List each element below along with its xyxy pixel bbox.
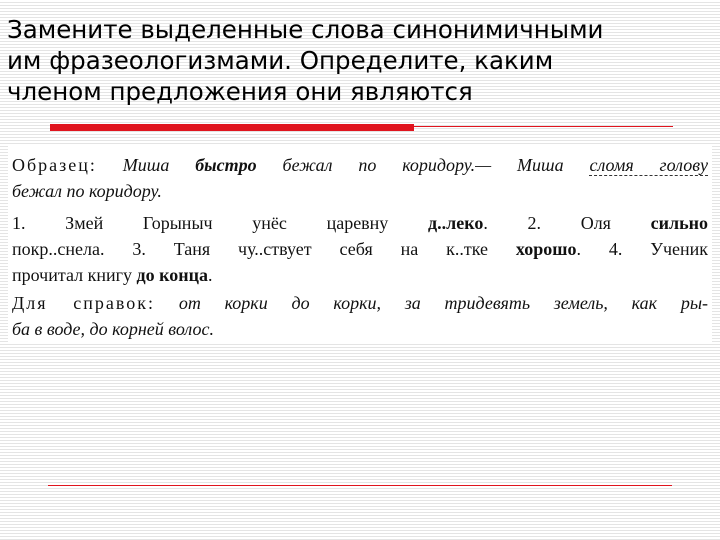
sample-paragraph (12, 152, 708, 204)
bottom-divider (48, 485, 672, 486)
exercise-text-1: 1. Змей Горыныч унёс царевну (12, 213, 389, 233)
reference-paragraph (12, 290, 708, 342)
sample-text-1: Миша (122, 155, 170, 175)
title-line-3: членом предложения они являются (7, 77, 473, 106)
sample-text-2: бежал по коридору.— Миша (282, 155, 564, 175)
sample-line-1 (12, 152, 708, 178)
textbook-excerpt (8, 146, 712, 342)
sample-highlight-word: быстро (195, 155, 257, 175)
exercise-highlight-2: сильно (650, 213, 708, 233)
sample-label: Образец: (12, 155, 97, 175)
exercise-line-1 (12, 210, 708, 236)
exercise-highlight-4: до конца (136, 265, 208, 285)
exercise-highlight-1: д..леко (428, 213, 484, 233)
reference-line-1 (12, 290, 708, 316)
title-line-2: им фразеологизмами. Определите, каким (7, 46, 554, 75)
exercise-paragraph (12, 210, 708, 288)
title-underline-thin (414, 126, 673, 127)
reference-label: Для справок: (12, 293, 156, 313)
exercise-line-2 (12, 236, 708, 262)
sample-line-2: бежал по коридору. (12, 181, 162, 201)
slide-title (7, 14, 707, 107)
reference-text-1: от корки до корки, за тридевять земель, как ры- (178, 293, 709, 313)
exercise-text-5: прочитал книгу (12, 265, 132, 285)
exercise-text-4: . 4. Ученик (576, 239, 709, 259)
reference-line-2: ба в воде, до корней волос. (12, 319, 214, 339)
title-underline-thick (50, 124, 414, 131)
exercise-highlight-3: хорошо (515, 239, 577, 259)
exercise-text-2: . 2. Оля (483, 213, 611, 233)
exercise-text-3: покр..снела. 3. Таня чу..ствует себя на к..тке (12, 239, 489, 259)
title-line-1: Замените выделенные слова синонимичными (7, 15, 604, 44)
sample-phraseologism: сломя голову (589, 155, 708, 175)
exercise-line-3 (12, 262, 708, 288)
exercise-text-6: . (207, 265, 213, 285)
